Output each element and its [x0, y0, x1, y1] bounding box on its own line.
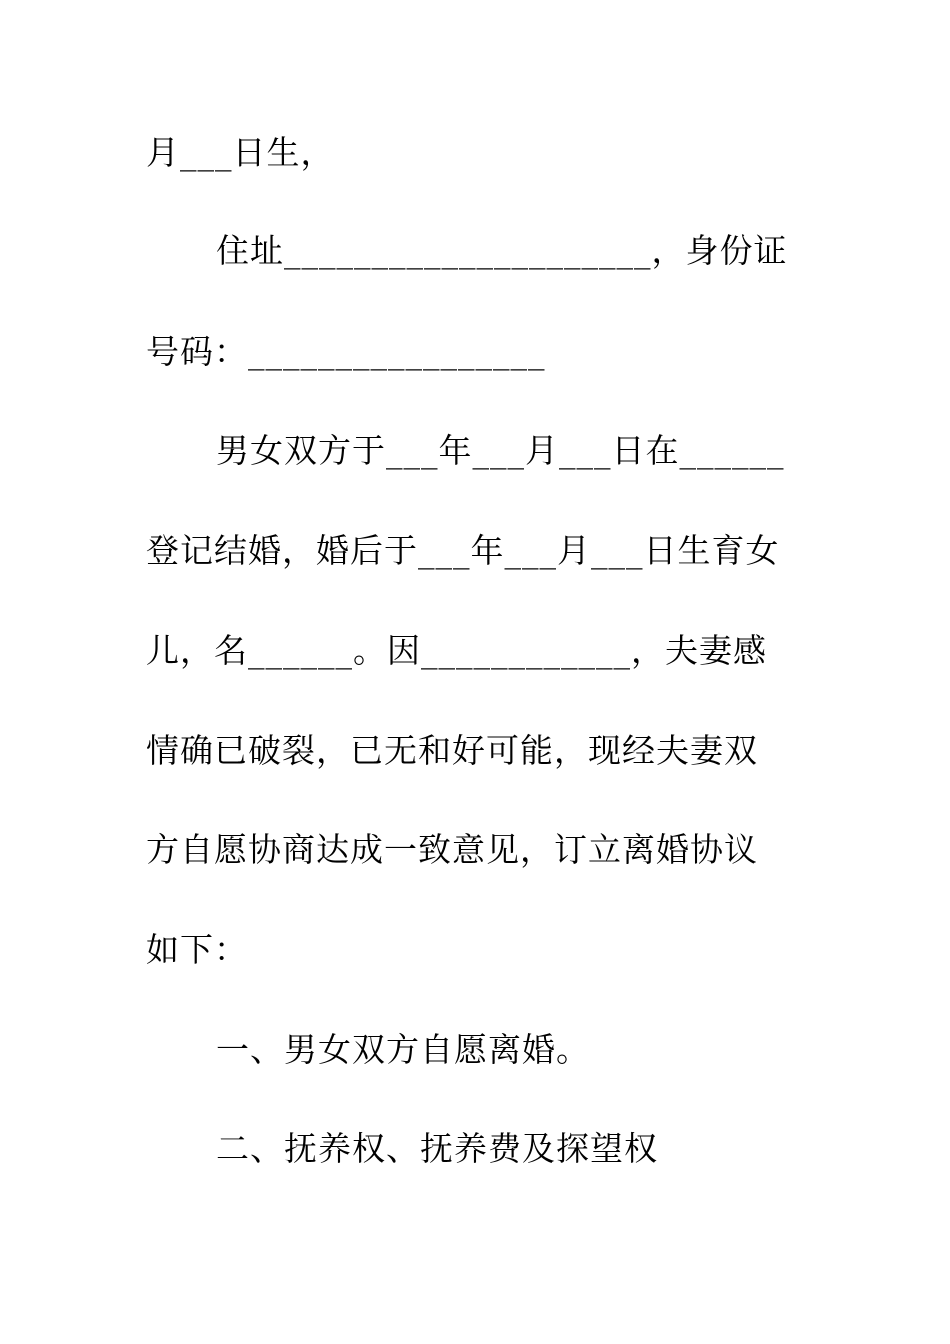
text-line-3: 号码：_________________ — [146, 332, 546, 371]
text-line-5: 登记结婚，婚后于___年___月___日生育女 — [146, 531, 780, 570]
text-line-6: 儿，名______。因____________，夫妻感 — [146, 631, 767, 670]
text-line-9: 如下： — [146, 930, 248, 969]
text-line-10: 一、男女双方自愿离婚。 — [216, 1030, 590, 1069]
text-line-4: 男女双方于___年___月___日在______ — [216, 431, 785, 470]
text-line-1: 月___日生， — [146, 133, 335, 172]
text-line-11: 二、抚养权、抚养费及探望权 — [216, 1129, 658, 1168]
text-line-7: 情确已破裂，已无和好可能，现经夫妻双 — [146, 731, 758, 770]
text-line-2: 住址_____________________，身份证 — [216, 231, 788, 270]
text-line-8: 方自愿协商达成一致意见，订立离婚协议 — [146, 830, 758, 869]
